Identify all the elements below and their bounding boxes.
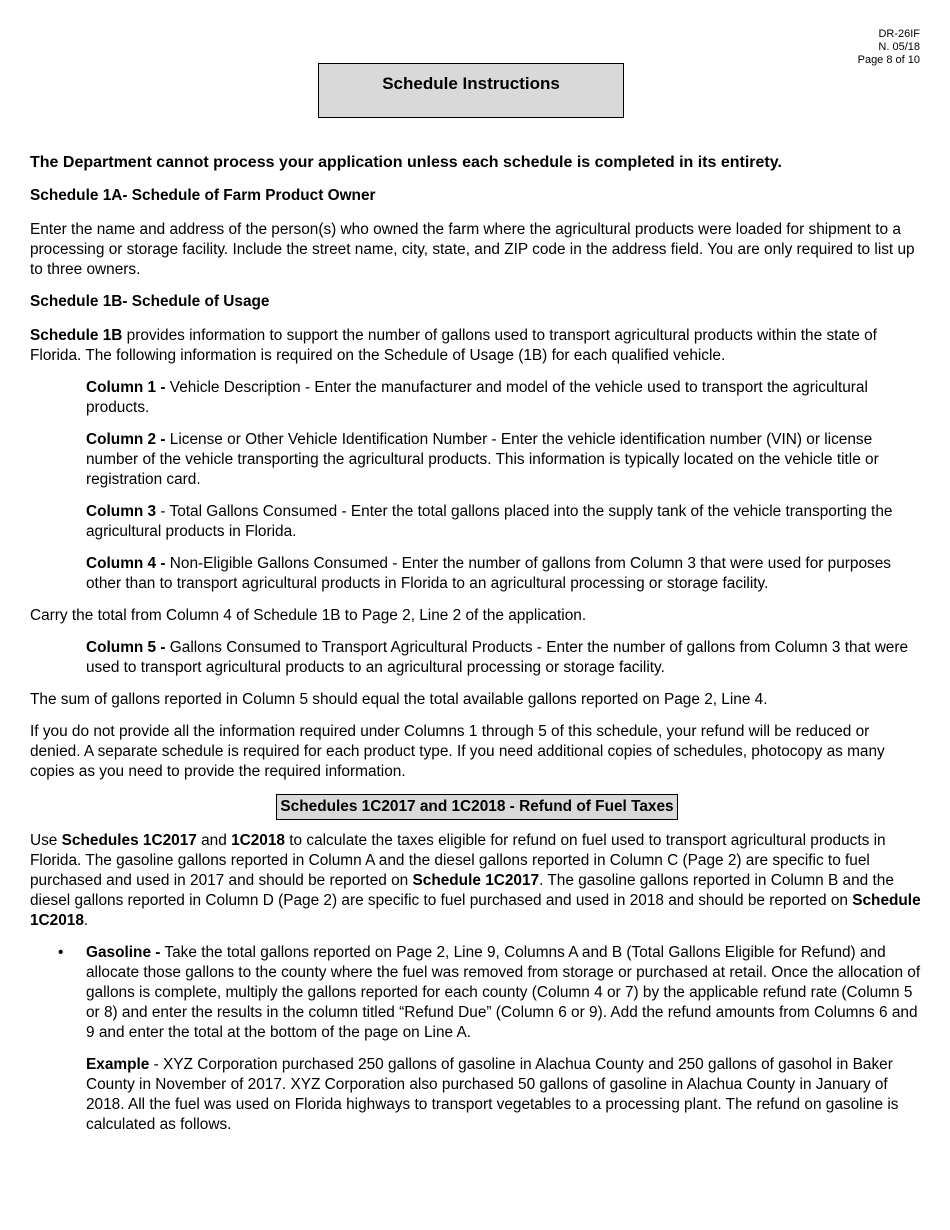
schedule-1a-heading: Schedule 1A- Schedule of Farm Product Owner xyxy=(30,187,376,204)
schedule-1b-heading: Schedule 1B- Schedule of Usage xyxy=(30,293,270,310)
example-text: - XYZ Corporation purchased 250 gallons of gasoline in Alachua County and 250 gallons of gasohol in Baker County in November of 2017. XYZ Corporation also purchased 50 gallons of gasoline in Alachua County in January of 2018. All the fuel was used on Florida highways to transport vegetables to a processing plant. The refund on gasoline is calculated as follows. xyxy=(86,1056,899,1133)
s1c-bold-part: Schedule 1C2018 xyxy=(30,892,921,929)
incomplete-info-note: If you do not provide all the information required under Columns 1 through 5 of this schedule, your refund will be reduced or denied. A separate schedule is required for each product type. If you need additional copies of schedules, photocopy as many copies as you need to provide the required information. xyxy=(30,723,885,780)
column-4-instruction xyxy=(86,554,924,594)
s1c-text-part: . xyxy=(83,912,89,929)
column-3-instruction xyxy=(86,502,924,542)
s1c-text-part: Use xyxy=(30,832,62,849)
schedule-1b-lead-bold: Schedule 1B xyxy=(30,327,123,344)
schedule-1c-heading: Schedules 1C2017 and 1C2018 - Refund of Fuel Taxes xyxy=(276,794,677,820)
column-2-instruction xyxy=(86,430,924,490)
s1c-text-part: . The gasoline gallons reported in Column B and the diesel gallons reported in Column D (Page 2) are specific to fuel purchased and used in 2018 and should be reported on xyxy=(30,872,894,909)
column-3-label: Column 3 xyxy=(86,503,157,520)
column-2-label: Column 2 - xyxy=(86,431,166,448)
column-1-text: Vehicle Description - Enter the manufacturer and model of the vehicle used to transport the agricultural products. xyxy=(86,379,868,416)
gasoline-bullet xyxy=(30,943,924,1043)
instructions-body xyxy=(30,153,924,1147)
schedule-1b-lead xyxy=(30,326,924,366)
s1c-text-part: to calculate the taxes eligible for refund on fuel used to transport agricultural products in Florida. The gasoline gallons reported in Column A and the diesel gallons reported in Column C (Page 2) are specific to fuel purchased and used in 2017 and should be reported on xyxy=(30,832,886,889)
form-number: DR-26IF xyxy=(878,28,920,40)
column-4-label: Column 4 - xyxy=(86,555,166,572)
form-revision: N. 05/18 xyxy=(878,41,920,53)
column-1-instruction xyxy=(86,378,924,418)
gasoline-text: Take the total gallons reported on Page 2, Line 9, Columns A and B (Total Gallons Eligible for Refund) and allocate those gallons to the county where the fuel was removed from storage or purchased at retail. Once the allocation of gallons is complete, multiply the gallons reported for each county (Column 4 or 7) by the applicable refund rate (Column 5 or 8) and enter the results in the column titled “Refund Due” (Column 6 or 9). Add the refund amounts from Columns 6 and 9 and enter the total at the bottom of the page on Line A. xyxy=(86,944,921,1041)
column-1-label: Column 1 - xyxy=(86,379,166,396)
column-5-instruction xyxy=(86,638,924,678)
column-3-text: - Total Gallons Consumed - Enter the total gallons placed into the supply tank of the vehicle transporting the agricultural products in Florida. xyxy=(86,503,893,540)
s1c-text-part: and xyxy=(196,832,232,849)
schedule-1b-lead-text: provides information to support the number of gallons used to transport agricultural products within the state of Florida. The following information is required on the Schedule of Usage (1B) for each qualified vehicle. xyxy=(30,327,877,364)
column-2-text: License or Other Vehicle Identification Number - Enter the vehicle identification number (VIN) or license number of the vehicle transporting the agricultural products. This information is typically located on the vehicle title or registration card. xyxy=(86,431,879,488)
carry-total-note: Carry the total from Column 4 of Schedule 1B to Page 2, Line 2 of the application. xyxy=(30,607,587,624)
example-paragraph xyxy=(86,1055,924,1135)
schedule-1c-text xyxy=(30,831,924,931)
column-5-text: Gallons Consumed to Transport Agricultural Products - Enter the number of gallons from Column 3 that were used to transport agricultural products to an agricultural processing or storage facility. xyxy=(86,639,909,676)
s1c-bold-part: Schedules 1C2017 xyxy=(61,832,197,849)
page-title: Schedule Instructions xyxy=(318,63,624,118)
schedule-1a-text: Enter the name and address of the person(s) who owned the farm where the agricultural products were loaded for shipment to a processing or storage facility. Include the street name, city, state, and ZIP code in the address field. You are only required to list up to three owners. xyxy=(30,221,915,278)
sum-note: The sum of gallons reported in Column 5 should equal the total available gallons reported on Page 2, Line 4. xyxy=(30,691,768,708)
s1c-bold-part: 1C2018 xyxy=(231,832,285,849)
intro-statement: The Department cannot process your application unless each schedule is completed in its entirety. xyxy=(30,154,782,171)
s1c-bold-part: Schedule 1C2017 xyxy=(412,872,540,889)
schedule-1c-heading-wrap xyxy=(30,794,924,820)
column-4-text: Non-Eligible Gallons Consumed - Enter the number of gallons from Column 3 that were used for purposes other than to transport agricultural products in Florida to an agricultural processing or storage facility. xyxy=(86,555,891,592)
bullet-icon: • xyxy=(58,944,64,961)
page-number: Page 8 of 10 xyxy=(857,54,920,66)
example-label: Example xyxy=(86,1056,154,1073)
gasoline-label: Gasoline - xyxy=(86,944,161,961)
form-identifier xyxy=(858,28,920,67)
column-5-label: Column 5 - xyxy=(86,639,166,656)
